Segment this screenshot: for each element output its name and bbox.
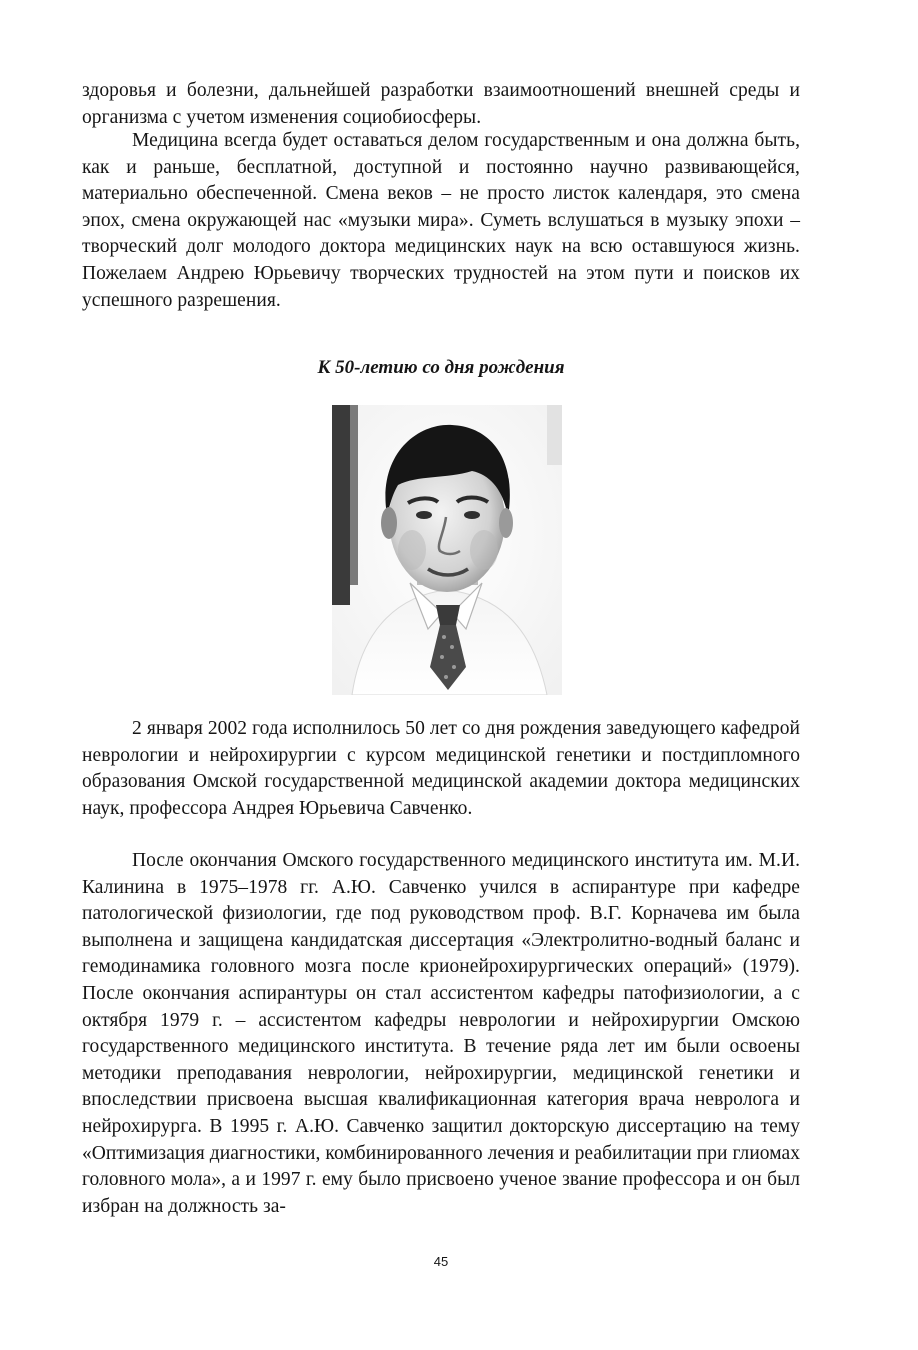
closing-paragraph: Медицина всегда будет оставаться делом государственным и она должна быть, как и раньше, бесплатной, доступной и постоянно научно развивающейся, материально обеспеченной. Смена веков – не просто листок календаря, это смена эпох, смена окружающей нас «музыки мира». Суметь вслушаться в музыку эпохи – творческий долг молодого доктора медицинских наук на всю оставшуюся жизнь. Пожелаем Андрею Юрьевичу творческих трудностей на этом пути и поисков их успешного разрешения. — [82, 130, 800, 311]
portrait-photo — [332, 405, 562, 695]
portrait-photo-icon — [332, 405, 562, 695]
biography-paragraph-2: После окончания Омского государственного медицинского института им. М.И. Калинина в 1975–1978 гг. А.Ю. Савченко учился в аспирантуре при кафедре патологической физиологии, где под руководством проф. В.Г. Корначева им была выполнена и защищена кандидатская диссертация «Электролитно-водный баланс и гемодинамика головного мозга после крионейрохирургических операций» (1979). После окончания аспирантуры он стал ассистентом кафедры патофизиологии, а с октября 1979 г. – ассистентом кафедры неврологии и нейрохирургии Омскою государственного медицинского института. В течение ряда лет им были освоены методики преподавания неврологии, нейрохирургии, медицинской генетики и впоследствии присвоена высшая квалификационная категория врача невролога и нейрохирурга. В 1995 г. А.Ю. Савченко защитил докторскую диссертацию на тему «Оптимизация диагностики, комбинированного лечения и реабилитации при глиомах головного мола», а и 1997 г. ему было присвоено ученое звание профессора и он был избран на должность за- — [82, 850, 800, 1217]
continued-paragraph: здоровья и болезни, дальнейшей разработки взаимоотношений внешней среды и организма с учетом изменения социобиосферы. — [82, 80, 800, 128]
page-number: 45 — [433, 1254, 449, 1269]
biography-paragraph-1: 2 января 2002 года исполнилось 50 лет со дня рождения заведующего кафедрой неврологии и нейрохирургии с курсом медицинской генетики и постдипломного образования Омской государственной медицинской академии доктора медицинских наук, профессора Андрея Юрьевича Савченко. — [82, 718, 800, 819]
section-heading: К 50-летию со дня рождения — [317, 357, 565, 378]
document-page — [82, 0, 800, 1350]
